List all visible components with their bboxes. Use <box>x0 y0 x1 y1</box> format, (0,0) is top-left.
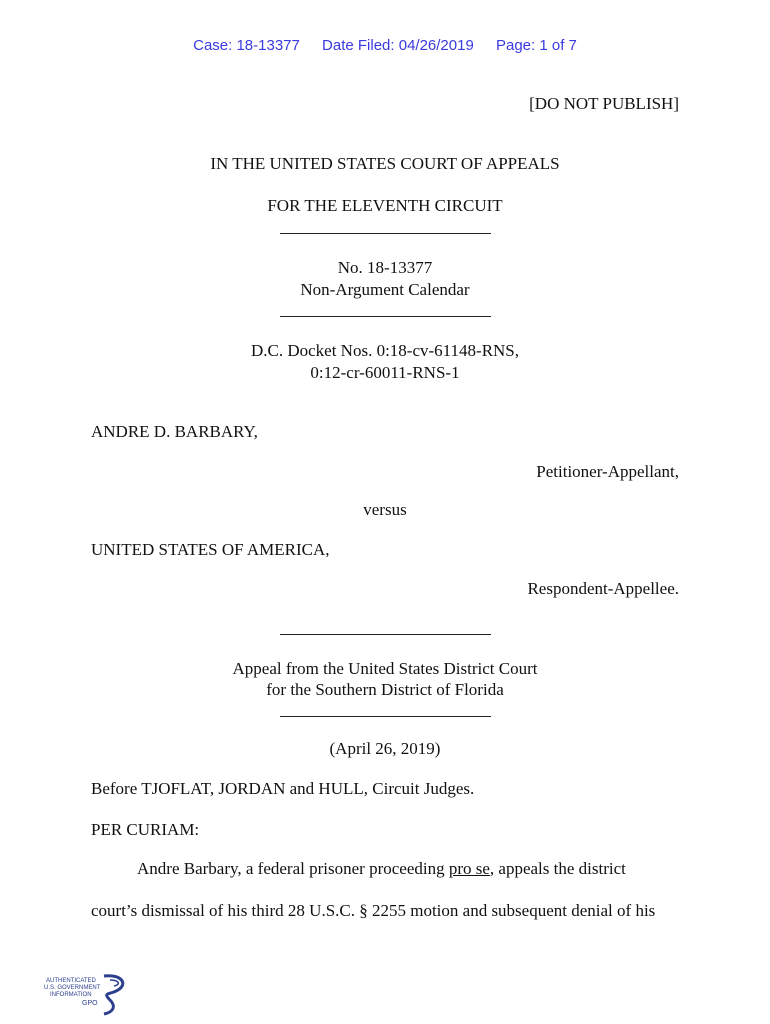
court-name-line1: IN THE UNITED STATES COURT OF APPEALS <box>210 154 560 173</box>
case-number: Case: 18-13377 <box>193 37 300 54</box>
calendar-line: Non-Argument Calendar <box>300 280 470 299</box>
logo-text-3: INFORMATION <box>50 992 92 998</box>
versus-label: versus <box>363 500 407 519</box>
case-number-line: No. 18-13377 <box>337 258 433 277</box>
opinion-text: , appeals the district <box>489 859 626 878</box>
page-number: Page: 1 of 7 <box>495 37 577 54</box>
do-not-publish-label: [DO NOT PUBLISH] <box>529 94 679 113</box>
respondent-role: Respondent-Appellee. <box>527 579 679 598</box>
respondent-name: UNITED STATES OF AMERICA, <box>91 540 330 559</box>
case-header <box>0 37 770 54</box>
petitioner-role: Petitioner-Appellant, <box>536 462 679 481</box>
decision-date: (April 26, 2019) <box>329 739 441 758</box>
docket-line1: D.C. Docket Nos. 0:18-cv-61148-RNS, <box>250 341 520 360</box>
petitioner-name: ANDRE D. BARBARY, <box>91 422 258 441</box>
divider-rule <box>280 716 491 717</box>
appeal-line1: Appeal from the United States District Court <box>232 659 538 678</box>
opinion-line1 <box>137 859 626 879</box>
eagle-icon <box>104 976 123 1014</box>
logo-text-2: U.S. GOVERNMENT <box>44 985 101 991</box>
appeal-line2: for the Southern District of Florida <box>266 680 504 699</box>
pro-se-term: pro se <box>448 859 490 878</box>
logo-text-1: AUTHENTICATED <box>46 978 96 984</box>
court-name-line2: FOR THE ELEVENTH CIRCUIT <box>267 196 503 215</box>
logo-mark-text: GPO <box>82 1000 98 1007</box>
per-curiam-heading: PER CURIAM: <box>91 820 200 839</box>
docket-line2: 0:12-cr-60011-RNS-1 <box>310 363 460 382</box>
opinion-line2: court’s dismissal of his third 28 U.S.C. § 2255 motion and subsequent denial of his <box>91 901 656 920</box>
divider-rule <box>280 634 491 635</box>
gpo-authentication-logo <box>44 972 130 1016</box>
opinion-text: Andre Barbary, a federal prisoner proceeding <box>137 859 449 878</box>
judges-line: Before TJOFLAT, JORDAN and HULL, Circuit Judges. <box>91 779 475 798</box>
date-filed: Date Filed: 04/26/2019 <box>322 37 474 54</box>
eagle-wing-icon <box>110 980 118 986</box>
divider-rule <box>280 316 491 317</box>
divider-rule <box>280 233 491 234</box>
